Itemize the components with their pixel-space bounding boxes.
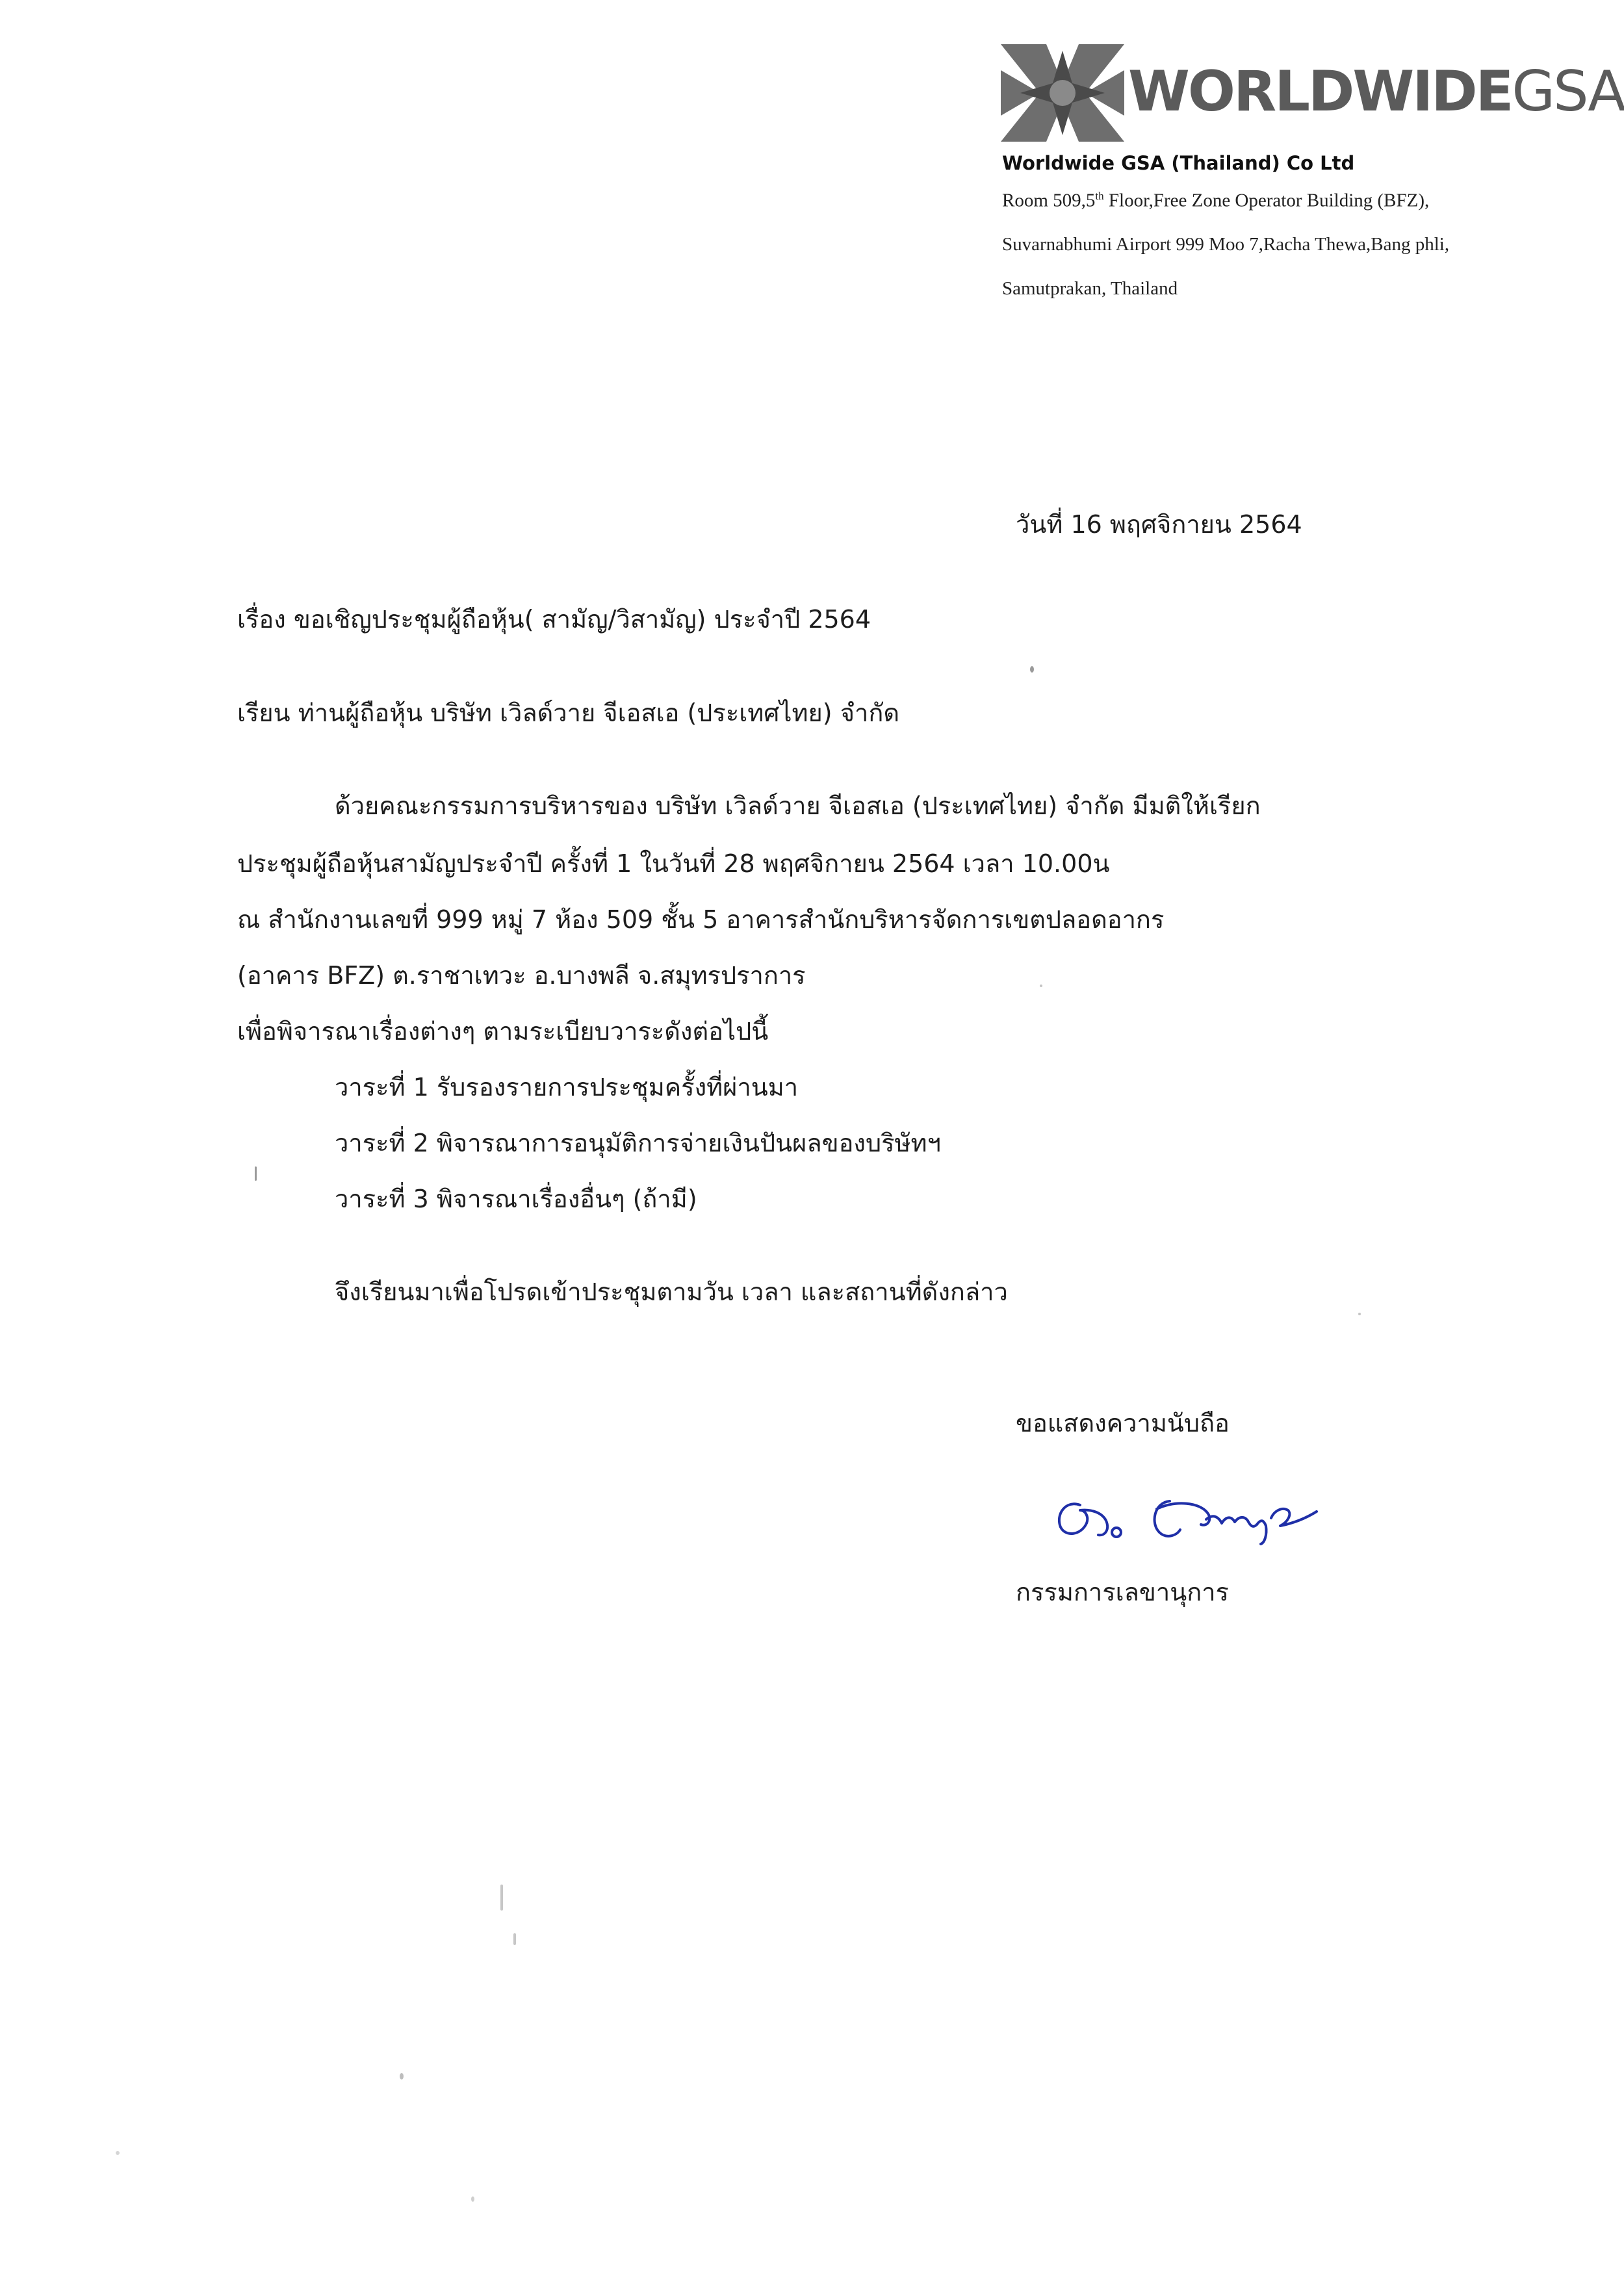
logo-wordmark: WORLDWIDEGSA [1128, 59, 1624, 124]
body-line-1: ด้วยคณะกรรมการบริหารของ บริษัท เวิลด์วาย จีเอสเอ (ประเทศไทย) จำกัด มีมติให้เรียก [335, 792, 1261, 820]
company-name: Worldwide GSA (Thailand) Co Ltd [1002, 152, 1355, 174]
scan-speck [400, 2073, 404, 2079]
letter-date: วันที่ 16 พฤศจิกายน 2564 [1016, 510, 1302, 539]
agenda-item-3: วาระที่ 3 พิจารณาเรื่องอื่นๆ (ถ้ามี) [335, 1185, 697, 1213]
address-line-3: Samutprakan, Thailand [1002, 278, 1178, 299]
closing-line: จึงเรียนมาเพื่อโปรดเข้าประชุมตามวัน เวลา และสถานที่ดังกล่าว [335, 1278, 1008, 1306]
body-line-5: เพื่อพิจารณาเรื่องต่างๆ ตามระเบียบวาระดังต่อไปนี้ [237, 1017, 769, 1046]
agenda-item-1: วาระที่ 1 รับรองรายการประชุมครั้งที่ผ่านมา [335, 1073, 799, 1101]
agenda-item-2: วาระที่ 2 พิจารณาการอนุมัติการจ่ายเงินปันผลของบริษัทฯ [335, 1129, 941, 1157]
scan-speck [513, 1933, 516, 1945]
scan-speck [1358, 1313, 1361, 1315]
scan-speck [500, 1885, 503, 1911]
company-logo [1001, 44, 1624, 142]
scan-speck [1030, 666, 1034, 673]
body-line-3: ณ สำนักงานเลขที่ 999 หมู่ 7 ห้อง 509 ชั้น 5 อาคารสำนักบริหารจัดการเขตปลอดอากร [237, 905, 1165, 934]
address-line-2: Suvarnabhumi Airport 999 Moo 7,Racha Thewa,Bang phli, [1002, 234, 1450, 255]
scan-speck [255, 1166, 257, 1181]
scan-speck [1040, 985, 1042, 987]
body-line-4: (อาคาร BFZ) ต.ราชาเทวะ อ.บางพลี จ.สมุทรปราการ [237, 961, 806, 990]
signer-title: กรรมการเลขานุการ [1016, 1578, 1229, 1606]
scan-speck [116, 2151, 120, 2155]
handwritten-signature [1046, 1480, 1332, 1552]
starburst-logo-icon [1001, 44, 1124, 142]
letter-salutation: เรียน ท่านผู้ถือหุ้น บริษัท เวิลด์วาย จีเอสเอ (ประเทศไทย) จำกัด [237, 699, 900, 727]
body-line-2: ประชุมผู้ถือหุ้นสามัญประจำปี ครั้งที่ 1 ในวันที่ 28 พฤศจิกายน 2564 เวลา 10.00น [237, 849, 1110, 878]
scan-speck [471, 2196, 474, 2202]
sign-off: ขอแสดงความนับถือ [1016, 1409, 1230, 1437]
address-line-1: Room 509,5th Floor,Free Zone Operator Building (BFZ), [1002, 190, 1430, 211]
letter-subject: เรื่อง ขอเชิญประชุมผู้ถือหุ้น( สามัญ/วิสามัญ) ประจำปี 2564 [237, 605, 871, 634]
